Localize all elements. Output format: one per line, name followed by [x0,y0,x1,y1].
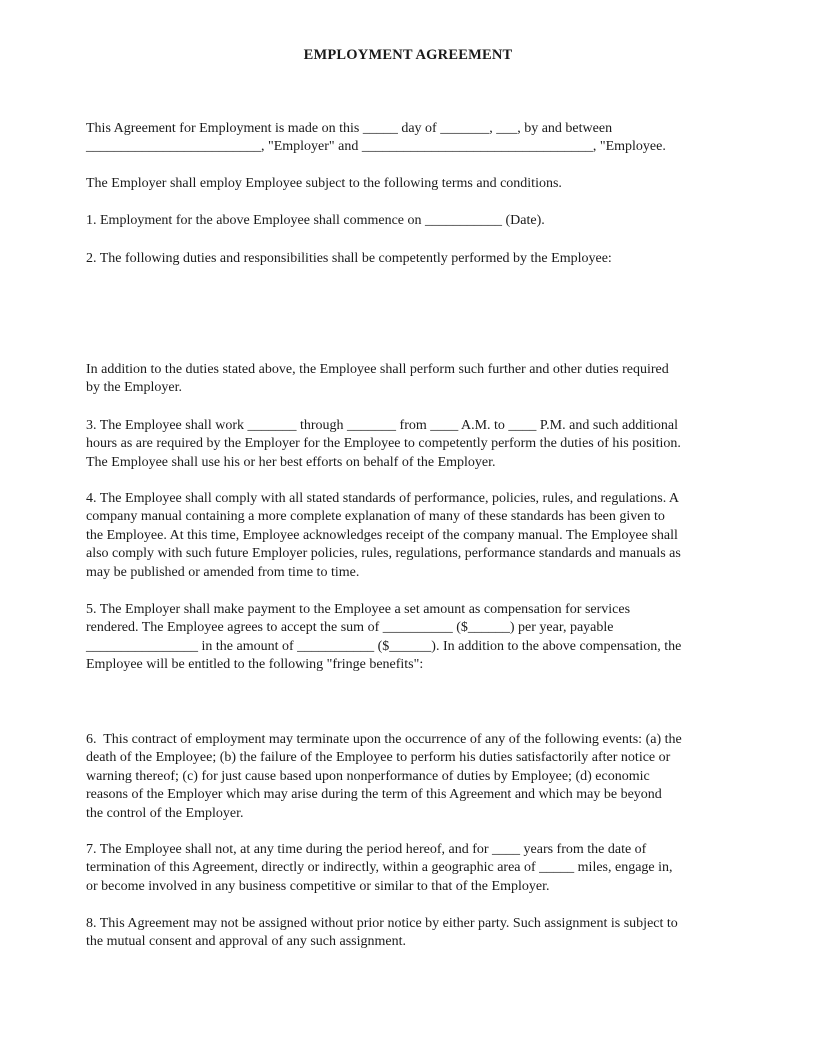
text-line: 1. Employment for the above Employee shall commence on ___________ (Date). [86,213,545,228]
text-line: 2. The following duties and responsibilities shall be competently performed by the Employee: [86,251,612,266]
text-line: This Agreement for Employment is made on this _____ day of _______, ___, by and between [86,121,613,136]
additional-duties-paragraph [86,361,776,398]
clause-4-paragraph [86,490,776,582]
clause-5-paragraph [86,601,776,675]
text-line: may be published or amended from time to time. [86,564,360,580]
clause-6-paragraph [86,731,776,823]
text-line: the mutual consent and approval of any such assignment. [86,934,406,950]
text-line: _________________________, "Employer" and _________________________________, "Employee. [86,139,666,155]
text-line: the control of the Employer. [86,805,244,821]
text-line: 7. The Employee shall not, at any time during the period hereof, and for ____ years from the date of [86,842,647,857]
text-line: warning thereof; (c) for just cause based upon nonperformance of duties by Employee; (d) economic [86,768,650,784]
text-line: Employee will be entitled to the following "fringe benefits": [86,657,424,673]
text-line: the Employee. At this time, Employee acknowledges receipt of the company manual. The Employee shall [86,527,678,543]
document-title: EMPLOYMENT AGREEMENT [303,47,513,63]
text-line: 3. The Employee shall work _______ through _______ from ____ A.M. to ____ P.M. and such additional [86,418,678,433]
terms-intro-paragraph [86,175,776,193]
clause-8-paragraph [86,915,776,952]
text-line: In addition to the duties stated above, the Employee shall perform such further and other duties required [86,362,669,377]
text-line: ________________ in the amount of ___________ ($______). In addition to the above compensation, the [86,638,682,654]
text-line: reasons of the Employer which may arise during the term of this Agreement and which may be beyond [86,787,662,803]
text-line: termination of this Agreement, directly or indirectly, within a geographic area of _____ miles, engage in, [86,860,673,876]
clause-3-paragraph [86,417,776,472]
clause-1-paragraph [86,212,776,230]
clause-2-paragraph [86,250,776,268]
text-line: or become involved in any business competitive or similar to that of the Employer. [86,878,550,894]
text-line: The Employer shall employ Employee subject to the following terms and conditions. [86,176,562,191]
clause-7-paragraph [86,841,776,896]
text-line: hours as are required by the Employer for the Employee to competently perform the duties of his position. [86,436,681,452]
text-line: company manual containing a more complete explanation of many of these standards has been given to [86,509,665,525]
intro-paragraph [86,120,776,157]
text-line: death of the Employee; (b) the failure of the Employee to perform his duties satisfactorily after notice or [86,750,671,766]
text-line: The Employee shall use his or her best efforts on behalf of the Employer. [86,454,496,470]
text-line: 4. The Employee shall comply with all stated standards of performance, policies, rules, and regulations. A [86,491,680,506]
text-line: also comply with such future Employer policies, rules, regulations, performance standards and manuals as [86,546,681,562]
text-line: rendered. The Employee agrees to accept the sum of __________ ($______) per year, payable [86,620,614,636]
text-line: 8. This Agreement may not be assigned without prior notice by either party. Such assignment is subject to [86,916,678,931]
text-line: by the Employer. [86,380,183,396]
text-line: 5. The Employer shall make payment to the Employee a set amount as compensation for services [86,602,631,617]
text-line: 6. This contract of employment may terminate upon the occurrence of any of the following events: (a) the [86,732,682,747]
